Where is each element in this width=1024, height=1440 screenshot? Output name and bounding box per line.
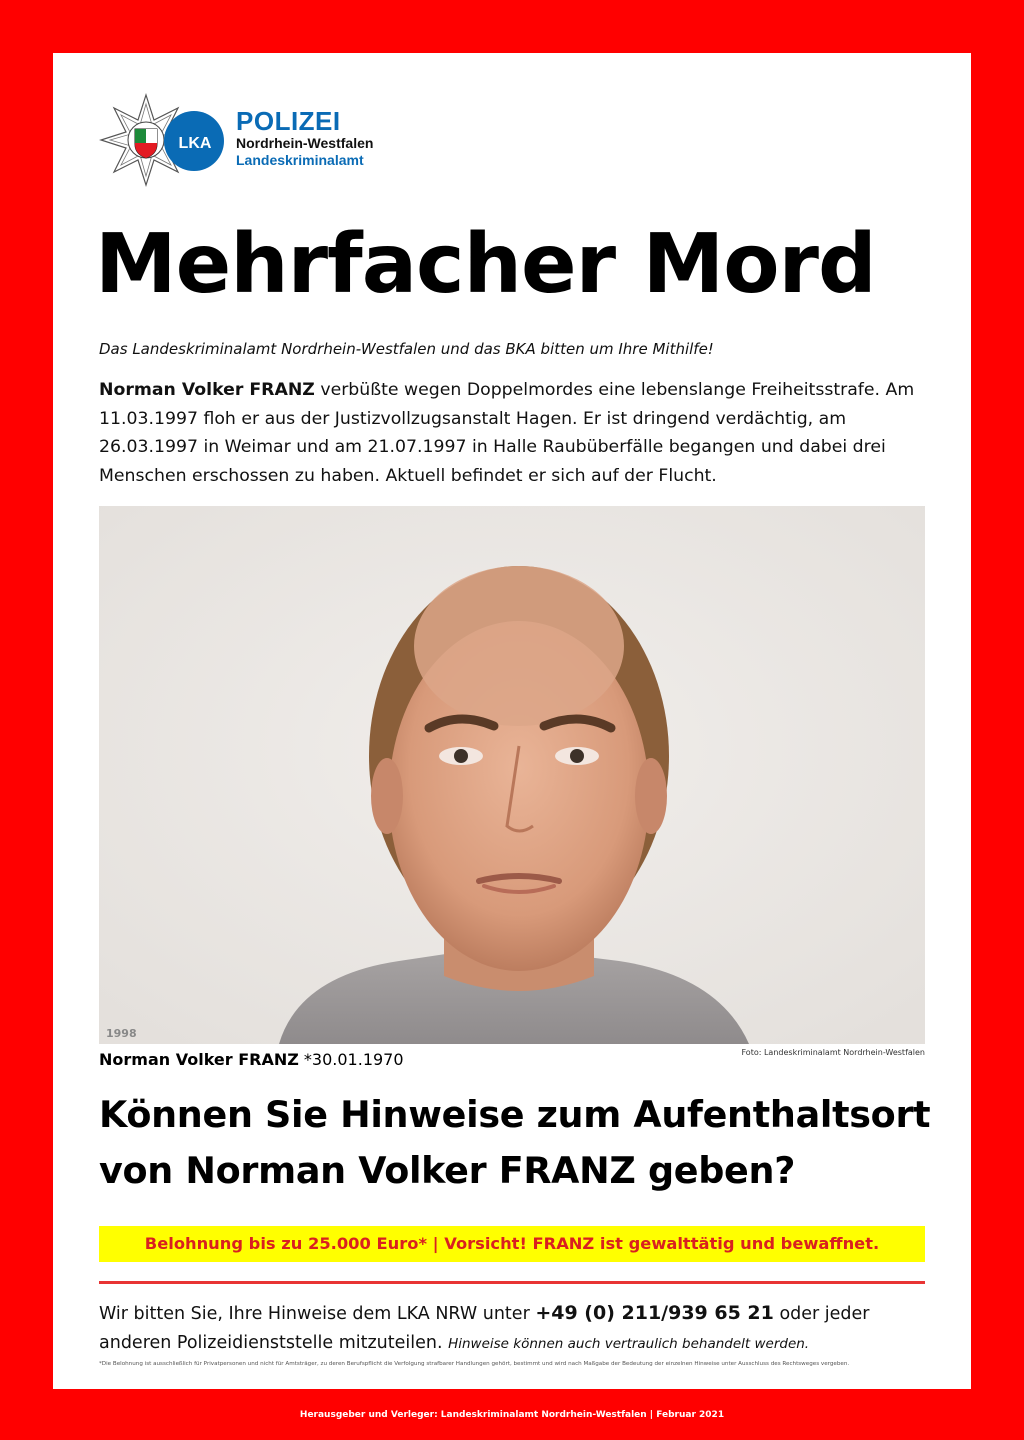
contact-paragraph bbox=[99, 1299, 929, 1359]
logo-state: Nordrhein-Westfalen bbox=[236, 135, 374, 151]
intro-name: Norman Volker FRANZ bbox=[99, 380, 315, 400]
contact-pre: Wir bitten Sie, Ihre Hinweise dem LKA NRW unter bbox=[99, 1304, 536, 1324]
hotline-phone: +49 (0) 211/939 65 21 bbox=[535, 1302, 774, 1324]
subheadline: Das Landeskriminalamt Nordrhein-Westfalen und das BKA bitten um Ihre Mithilfe! bbox=[99, 340, 714, 358]
confidential-note: Hinweise können auch vertraulich behandelt werden. bbox=[448, 1336, 810, 1352]
logo-brand: POLIZEI bbox=[236, 106, 341, 136]
logo-agency: Landeskriminalamt bbox=[236, 152, 364, 168]
photo-caption bbox=[99, 1050, 404, 1069]
police-star-icon bbox=[99, 93, 229, 188]
publisher-line: Herausgeber und Verleger: Landeskriminalamt Nordrhein-Westfalen | Februar 2021 bbox=[299, 1410, 725, 1420]
police-logo bbox=[99, 93, 399, 188]
reward-footnote: *Die Belohnung ist ausschließlich für Privatpersonen und nicht für Amtsträger, zu deren Berufspflicht die Verfolgung strafbarer Handlungen gehört, bestimmt und wird nach Maßgabe der Bedeutung der einzelnen Hinweise unter Ausschluss des Rechtsweges vergeben. bbox=[99, 1361, 850, 1367]
logo-wordmark bbox=[236, 107, 373, 169]
photo-credit: Foto: Landeskriminalamt Nordrhein-Westfalen bbox=[741, 1048, 925, 1057]
red-divider bbox=[99, 1281, 925, 1284]
intro-paragraph bbox=[99, 376, 929, 490]
poster-sheet bbox=[53, 53, 971, 1389]
suspect-portrait-image bbox=[99, 506, 925, 1044]
reward-banner: Belohnung bis zu 25.000 Euro* | Vorsicht! FRANZ ist gewalttätig und bewaffnet. bbox=[99, 1226, 925, 1262]
appeal-question: Können Sie Hinweise zum Aufenthaltsort von Norman Volker FRANZ geben? bbox=[99, 1093, 931, 1192]
suspect-photo bbox=[99, 506, 925, 1044]
intro-text: verbüßte wegen Doppelmordes eine lebenslange Freiheitsstrafe. Am 11.03.1997 floh er aus der Justizvollzugsanstalt Hagen. Er ist dringend verdächtig, am 26.03.1997 in Weimar und am 21.07.1997 in Halle Raubüberfälle begangen und dabei drei Menschen erschossen zu haben. Aktuell befindet er sich auf der Flucht. bbox=[99, 380, 915, 486]
caption-birthdate: *30.01.1970 bbox=[298, 1050, 404, 1069]
photo-year: 1998 bbox=[106, 1027, 137, 1040]
contact-post: oder jeder anderen Polizeidienststelle mitzuteilen. bbox=[99, 1304, 870, 1353]
caption-name: Norman Volker FRANZ bbox=[99, 1050, 299, 1069]
lka-badge-text: LKA bbox=[178, 135, 212, 152]
headline: Mehrfacher Mord bbox=[95, 217, 876, 312]
